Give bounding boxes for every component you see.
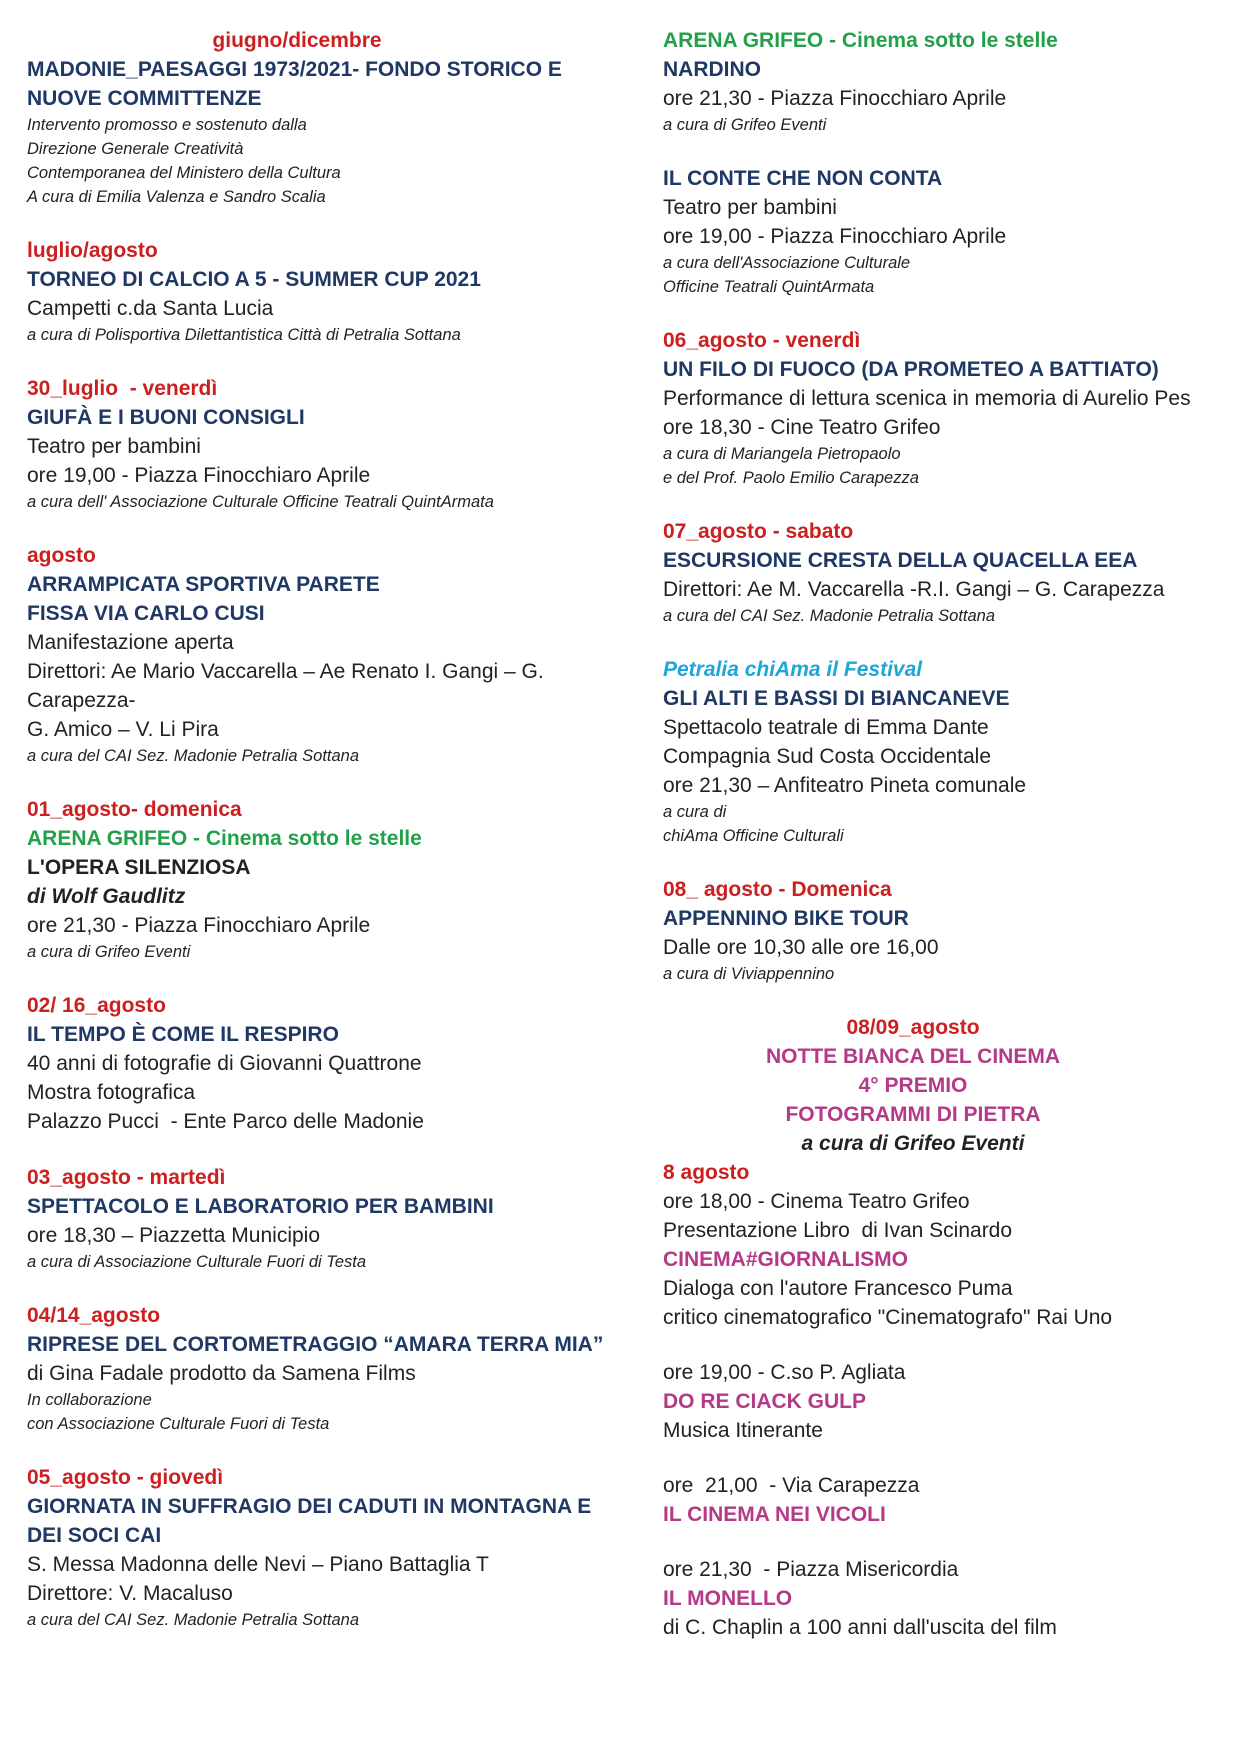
event-date: 30_luglio - venerdì: [27, 377, 218, 400]
event-tempo-respiro: [27, 991, 627, 1136]
event-nardino: [663, 26, 1223, 137]
event-time: ore 21,00 - Via Carapezza: [663, 1474, 920, 1497]
event-arena: ARENA GRIFEO - Cinema sotto le stelle: [663, 29, 1058, 52]
event-note: Intervento promosso e sostenuto dalla: [27, 116, 307, 134]
event-notte-bianca: [663, 1013, 1223, 1642]
event-desc: Performance di lettura scenica in memoria di Aurelio Pes: [663, 387, 1191, 410]
event-date: 02/ 16_agosto: [27, 994, 166, 1017]
event-desc: Spettacolo teatrale di Emma Dante: [663, 716, 989, 739]
event-title: NARDINO: [663, 58, 761, 81]
festival-label: Petralia chiAma il Festival: [663, 658, 923, 681]
event-desc: Direttori: Ae M. Vaccarella -R.I. Gangi – G. Carapezza: [663, 578, 1165, 601]
event-title: MADONIE_PAESAGGI 1973/2021- FONDO STORICO E: [27, 58, 562, 81]
event-title: GLI ALTI E BASSI DI BIANCANEVE: [663, 687, 1010, 710]
event-time: ore 19,00 - Piazza Finocchiaro Aprile: [27, 464, 371, 487]
event-desc: Compagnia Sud Costa Occidentale: [663, 745, 992, 768]
event-time: ore 18,30 - Cine Teatro Grifeo: [663, 416, 941, 439]
event-arena: ARENA GRIFEO - Cinema sotto le stelle: [27, 827, 422, 850]
event-subtitle: IL CINEMA NEI VICOLI: [663, 1503, 886, 1526]
event-desc: Musica Itinerante: [663, 1419, 823, 1442]
event-directors: Carapezza-: [27, 689, 136, 712]
event-date: 04/14_agosto: [27, 1304, 161, 1327]
event-time: ore 18,30 – Piazzetta Municipio: [27, 1224, 321, 1247]
event-desc: critico cinematografico "Cinematografo" Rai Uno: [663, 1306, 1113, 1329]
event-torneo-calcio: [27, 236, 627, 347]
event-giornata-caduti: [27, 1463, 627, 1632]
event-madonie-paesaggi: [27, 26, 627, 209]
event-organizer: a cura di Grifeo Eventi: [801, 1132, 1025, 1155]
event-title: L'OPERA SILENZIOSA: [27, 856, 251, 879]
event-note: Contemporanea del Ministero della Cultura: [27, 164, 341, 182]
event-author: di Wolf Gaudlitz: [27, 885, 186, 908]
event-title: GIUFÀ E I BUONI CONSIGLI: [27, 406, 305, 429]
event-desc: di C. Chaplin a 100 anni dall'uscita del film: [663, 1616, 1057, 1639]
event-arrampicata: [27, 541, 627, 768]
event-desc: Teatro per bambini: [663, 196, 837, 219]
event-desc: Teatro per bambini: [27, 435, 201, 458]
event-bike-tour: [663, 875, 1223, 986]
event-date: agosto: [27, 544, 96, 567]
event-time: ore 21,30 - Piazza Finocchiaro Aprile: [27, 914, 371, 937]
event-note: a cura di Polisportiva Dilettantistica Città di Petralia Sottana: [27, 326, 461, 344]
event-giufa: [27, 374, 627, 514]
left-column: [27, 26, 627, 1632]
event-note: a cura dell'Associazione Culturale: [663, 254, 911, 272]
event-note: a cura di Mariangela Pietropaolo: [663, 445, 901, 463]
event-time: ore 21,30 - Piazza Finocchiaro Aprile: [663, 87, 1007, 110]
event-desc: Dialoga con l'autore Francesco Puma: [663, 1277, 1013, 1300]
event-desc: Mostra fotografica: [27, 1081, 196, 1104]
event-filo-di-fuoco: [663, 326, 1223, 490]
event-title: UN FILO DI FUOCO (DA PROMETEO A BATTIATO): [663, 358, 1159, 381]
event-note: con Associazione Culturale Fuori di Testa: [27, 1415, 330, 1433]
event-subtitle: DO RE CIACK GULP: [663, 1390, 867, 1413]
event-subtitle: IL MONELLO: [663, 1587, 793, 1610]
event-title: DEI SOCI CAI: [27, 1524, 162, 1547]
event-date: giugno/dicembre: [212, 29, 382, 52]
event-biancaneve: [663, 655, 1223, 848]
event-note: chiAma Officine Culturali: [663, 827, 844, 845]
event-date: 08_ agosto - Domenica: [663, 878, 892, 901]
event-time: ore 19,00 - C.so P. Agliata: [663, 1361, 906, 1384]
event-time: ore 21,30 - Piazza Misericordia: [663, 1558, 959, 1581]
event-note: a cura dell' Associazione Culturale Officine Teatrali QuintArmata: [27, 493, 494, 511]
event-time: ore 18,00 - Cinema Teatro Grifeo: [663, 1190, 970, 1213]
event-title: SPETTACOLO E LABORATORIO PER BAMBINI: [27, 1195, 494, 1218]
event-note: a cura del CAI Sez. Madonie Petralia Sottana: [27, 747, 360, 765]
event-desc: Presentazione Libro di Ivan Scinardo: [663, 1219, 1013, 1242]
event-note: a cura di Grifeo Eventi: [663, 116, 827, 134]
event-escursione: [663, 517, 1223, 628]
event-place: Campetti c.da Santa Lucia: [27, 297, 274, 320]
event-note: Direzione Generale Creatività: [27, 140, 244, 158]
event-directors: G. Amico – V. Li Pira: [27, 718, 219, 741]
event-title: ARRAMPICATA SPORTIVA PARETE: [27, 573, 380, 596]
event-conte: [663, 164, 1223, 299]
event-directors: Direttori: Ae Mario Vaccarella – Ae Renato I. Gangi – G.: [27, 660, 544, 683]
event-title: NUOVE COMMITTENZE: [27, 87, 262, 110]
event-time: ore 19,00 - Piazza Finocchiaro Aprile: [663, 225, 1007, 248]
event-note: a cura del CAI Sez. Madonie Petralia Sottana: [663, 607, 996, 625]
event-date: 06_agosto - venerdì: [663, 329, 861, 352]
event-director: Direttore: V. Macaluso: [27, 1582, 233, 1605]
event-time: Dalle ore 10,30 alle ore 16,00: [663, 936, 939, 959]
event-day: 8 agosto: [663, 1161, 750, 1184]
event-desc: di Gina Fadale prodotto da Samena Films: [27, 1362, 416, 1385]
event-desc: Manifestazione aperta: [27, 631, 234, 654]
event-date: 03_agosto - martedì: [27, 1166, 226, 1189]
event-note: e del Prof. Paolo Emilio Carapezza: [663, 469, 919, 487]
event-date: 01_agosto- domenica: [27, 798, 242, 821]
event-title: APPENNINO BIKE TOUR: [663, 907, 909, 930]
event-note: a cura di Viviappennino: [663, 965, 835, 983]
event-note: a cura di Grifeo Eventi: [27, 943, 191, 961]
event-note: Officine Teatrali QuintArmata: [663, 278, 875, 296]
event-date: luglio/agosto: [27, 239, 158, 262]
event-heading: 4° PREMIO: [858, 1074, 968, 1097]
event-title: ESCURSIONE CRESTA DELLA QUACELLA EEA: [663, 549, 1138, 572]
event-date: 05_agosto - giovedì: [27, 1466, 224, 1489]
event-spettacolo-laboratorio: [27, 1163, 627, 1274]
right-column: [663, 26, 1223, 1642]
event-cortometraggio: [27, 1301, 627, 1436]
event-desc: 40 anni di fotografie di Giovanni Quattrone: [27, 1052, 422, 1075]
event-title: RIPRESE DEL CORTOMETRAGGIO “AMARA TERRA MIA”: [27, 1333, 604, 1356]
event-note: a cura di: [663, 803, 727, 821]
event-title: IL TEMPO È COME IL RESPIRO: [27, 1023, 339, 1046]
event-desc: S. Messa Madonna delle Nevi – Piano Battaglia T: [27, 1553, 489, 1576]
event-place: Palazzo Pucci - Ente Parco delle Madonie: [27, 1110, 424, 1133]
event-note: A cura di Emilia Valenza e Sandro Scalia: [27, 188, 326, 206]
event-date: 07_agosto - sabato: [663, 520, 854, 543]
event-title: FISSA VIA CARLO CUSI: [27, 602, 265, 625]
event-subtitle: CINEMA#GIORNALISMO: [663, 1248, 909, 1271]
event-opera-silenziosa: [27, 795, 627, 964]
event-title: GIORNATA IN SUFFRAGIO DEI CADUTI IN MONTAGNA E: [27, 1495, 592, 1518]
event-note: In collaborazione: [27, 1391, 152, 1409]
event-time: ore 21,30 – Anfiteatro Pineta comunale: [663, 774, 1027, 797]
event-date: 08/09_agosto: [846, 1016, 980, 1039]
event-heading: FOTOGRAMMI DI PIETRA: [785, 1103, 1041, 1126]
event-note: a cura del CAI Sez. Madonie Petralia Sottana: [27, 1611, 360, 1629]
event-title: TORNEO DI CALCIO A 5 - SUMMER CUP 2021: [27, 268, 481, 291]
event-heading: NOTTE BIANCA DEL CINEMA: [766, 1045, 1060, 1068]
event-note: a cura di Associazione Culturale Fuori di Testa: [27, 1253, 367, 1271]
event-title: IL CONTE CHE NON CONTA: [663, 167, 943, 190]
